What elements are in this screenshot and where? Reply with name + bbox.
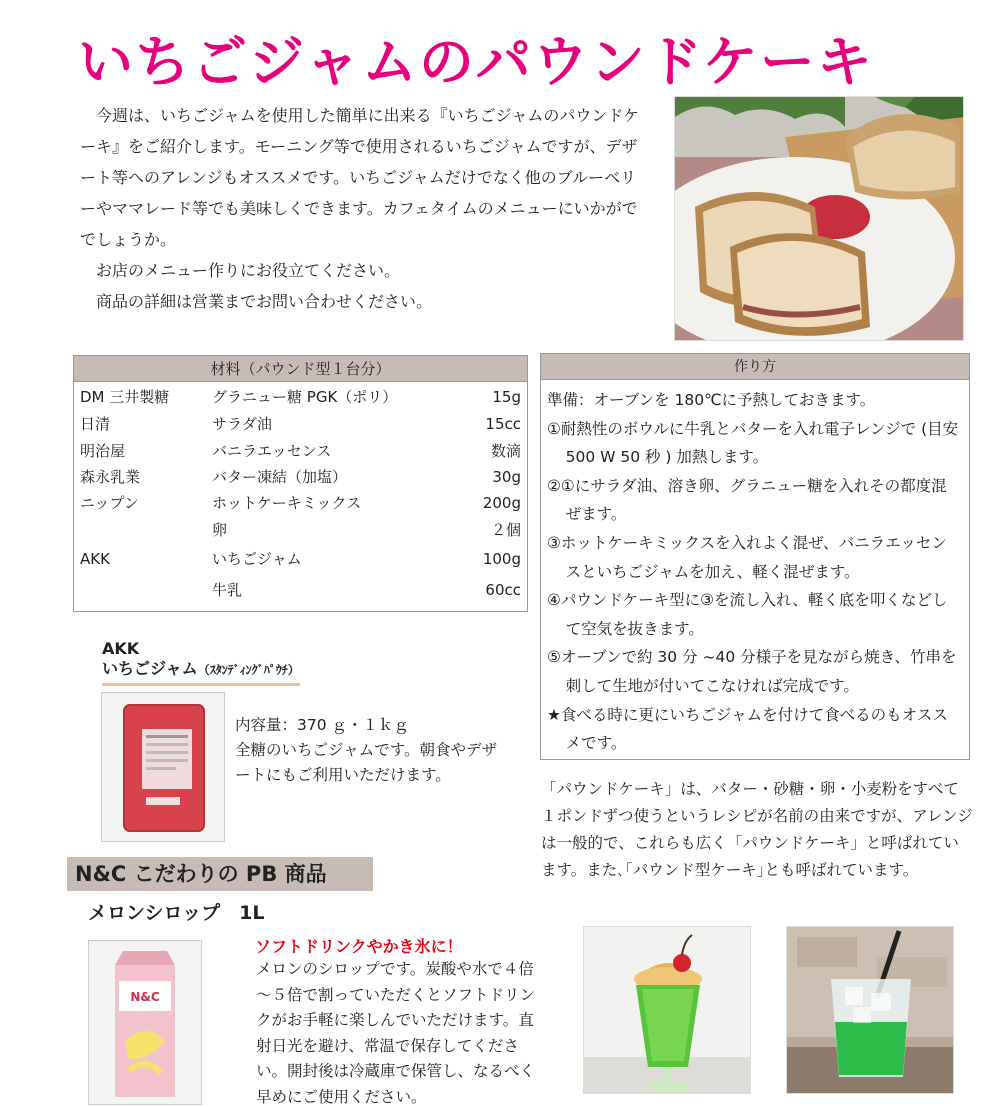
ingredient-qty: 15cc: [485, 415, 521, 433]
method-heading: 作り方: [541, 354, 969, 380]
ingredient-row: [80, 412, 521, 436]
method-step: ③ホットケーキミックスを入れよく混ぜ、バニラエッセンスといちごジャムを加え、軽く混ぜます。: [547, 533, 947, 581]
method-box: [540, 353, 970, 760]
method-step: ★食べる時に更にいちごジャムを付けて食べるのもオススメです。: [547, 705, 948, 753]
melon-float-photo: [583, 926, 751, 1094]
melon-syrup-description: メロンのシロップです。炭酸や水で４倍～５倍で割っていただくとソフトドリンクがお手軽に楽しんでいただけます。直射日光を避け、常温で保存してください。開封後は冷蔵庫で保管し、なるべく早めにご使用ください。: [256, 960, 536, 1106]
ingredient-qty: 200g: [482, 494, 521, 512]
method-step: ②①にサラダ油、溶き卵、グラニュー糖を入れその都度混ぜます。: [547, 476, 947, 524]
ingredient-qty: 30g: [492, 468, 521, 486]
ingredient-maker: 日清: [80, 415, 111, 433]
jam-pouch-photo: [101, 692, 225, 842]
ingredient-row: [80, 578, 521, 602]
ingredient-maker: AKK: [80, 550, 110, 568]
method-steps: [541, 380, 969, 758]
akk-description: 全糖のいちごジャムです。朝食やデザートにもご利用いただけます。: [235, 741, 497, 784]
melon-syrup-title: メロンシロップ 1L: [88, 902, 265, 924]
ingredient-row: [80, 439, 521, 463]
ingredient-maker: 明治屋: [80, 442, 126, 460]
ingredient-row: [80, 518, 521, 542]
ingredient-row: [80, 491, 521, 515]
melon-syrup-catchphrase: ソフトドリンクやかき氷に！: [255, 937, 463, 956]
akk-product-name-suffix: （ｽﾀﾝﾃﾞｨﾝｸﾞﾊﾟｳﾁ）: [197, 663, 300, 677]
ingredient-row: [80, 465, 521, 489]
akk-product-description: [235, 713, 510, 788]
method-step: 準備：オーブンを 180℃に予熱しておきます。: [547, 391, 876, 409]
ingredient-row: [80, 547, 521, 571]
svg-text:N&C: N&C: [130, 990, 160, 1004]
ingredients-table: [73, 355, 528, 612]
method-step: ④パウンドケーキ型に③を流し入れ、軽く底を叩くなどして空気を抜きます。: [547, 591, 948, 638]
ingredient-item: 牛乳: [212, 581, 243, 599]
intro-paragraph: 商品の詳細は営業までお問い合わせください。: [96, 292, 433, 311]
melon-syrup-package-photo: [88, 940, 202, 1105]
ingredient-item: サラダ油: [212, 415, 272, 433]
ingredient-maker: 森永乳業: [80, 468, 141, 486]
melon-soda-photo: [786, 926, 954, 1094]
ingredient-qty: ２個: [490, 521, 521, 539]
ingredient-qty: 100g: [482, 550, 521, 568]
akk-product-name: [102, 658, 300, 686]
intro-paragraph: お店のメニュー作りにお役立てください。: [96, 261, 401, 280]
method-step: ①耐熱性のボウルに牛乳とバターを入れ電子レンジで (目安 500 W 50 秒 ) 加熱します。: [547, 419, 959, 467]
pb-section-heading: N&C こだわりの PB 商品: [67, 857, 373, 891]
intro-paragraph: 今週は、いちごジャムを使用した簡単に出来る『いちごジャムのパウンドケーキ』をご紹介します。モーニング等で使用されるいちごジャムですが、デザート等へのアレンジもオススメです。いちごジャムだけでなく他のブルーベリーやママレード等でも美味しくできます。カフェタイムのメニューにいかがででしょうか。: [80, 106, 640, 249]
cake-photo: [674, 96, 964, 341]
akk-product-name-text: いちごジャム: [102, 659, 198, 678]
pound-cake-note: 「パウンドケーキ」は、バター・砂糖・卵・小麦粉をすべて１ポンドずつ使うというレシピが名前の由来ですが、アレンジは一般的で、これらも広く「パウンドケーキ」と呼ばれています。また､｢パウンド型ケーキ｣とも呼ばれています。: [541, 780, 973, 879]
ingredient-item: ホットケーキミックス: [212, 494, 362, 512]
akk-capacity: 内容量：370 ｇ・１ｋｇ: [235, 716, 410, 734]
ingredient-item: いちごジャム: [212, 550, 302, 568]
intro-text: [80, 100, 645, 317]
method-step: ⑤オーブンで約 30 分 ~40 分様子を見ながら焼き、竹串を刺して生地が付いてこなければ完成です。: [547, 648, 957, 695]
ingredient-qty: 15g: [492, 388, 521, 406]
ingredient-maker: ニップン: [80, 494, 139, 512]
ingredient-maker: DM 三井製糖: [80, 388, 170, 406]
page-title: いちごジャムのパウンドケーキ: [78, 30, 874, 94]
ingredient-item: バニラエッセンス: [212, 442, 332, 460]
ingredient-item: グラニュー糖 PGK（ポリ）: [212, 388, 398, 406]
ingredient-item: 卵: [212, 521, 228, 539]
akk-maker-label: AKK: [102, 639, 140, 658]
ingredient-row: [80, 385, 521, 409]
ingredient-qty: 60cc: [485, 581, 521, 599]
ingredient-qty: 数滴: [490, 442, 521, 460]
ingredients-heading: 材料（パウンド型１台分）: [74, 356, 527, 382]
ingredient-item: バター凍結（加塩）: [212, 468, 348, 486]
